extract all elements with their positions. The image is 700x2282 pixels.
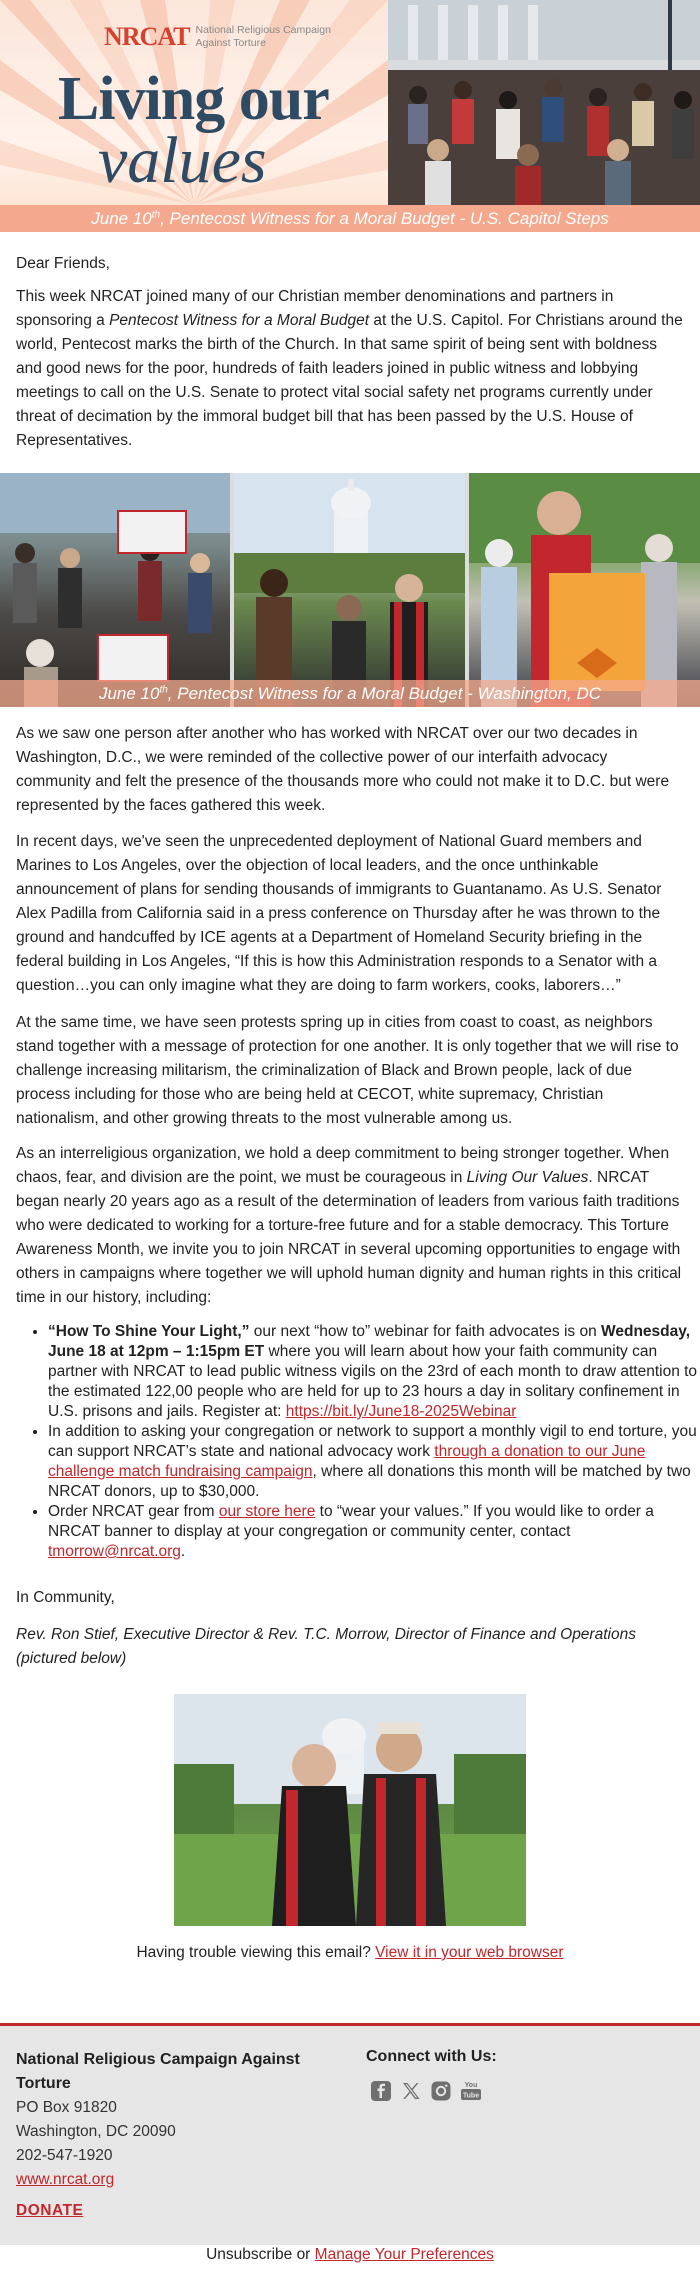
group-photo-capitol: [234, 473, 465, 707]
x-twitter-icon[interactable]: [400, 2080, 422, 2102]
contact-email-link[interactable]: tmorrow@nrcat.org: [48, 1543, 181, 1560]
header-banner: [0, 0, 700, 232]
footer: [0, 2023, 700, 2245]
connect-heading: Connect with Us:: [366, 2048, 497, 2065]
footer-website-link[interactable]: www.nrcat.org: [16, 2171, 115, 2188]
paragraph-recent-days: In recent days, we've seen the unprecedented deployment of National Guard members and Marines to Los Angeles, over the objection of local leaders, and the once unthinkable announcement of plans for sending thousands of immigrants to Guantanamo. As U.S. Senator Alex Padilla from California said in a press conference on Thursday after he was thrown to the ground and handcuffed by ICE agents at a Department of Homeland Security briefing in the federal building in Los Angeles, “If this is how this Administration responds to a Senator with a question…you can only imagine what they are doing to farm workers, cooks, laborers…”: [16, 833, 662, 994]
list-item-donation: • In addition to asking your congregation or network to support a monthly vigil to end torture, you can support NRCAT’s state and national advocacy work through a donation to our June challenge match fundraising campaign, where all donations this month will be matched by two NRCAT donors, up to $30,000.: [48, 1422, 700, 1502]
protest-photo-1: [0, 473, 230, 707]
signoff: In Community,: [16, 1589, 115, 1606]
webinar-registration-link[interactable]: https://bit.ly/June18-2025Webinar: [285, 1403, 517, 1420]
footer-phone: 202-547-1920: [16, 2147, 113, 2164]
facebook-icon[interactable]: [370, 2080, 392, 2102]
view-in-browser-link[interactable]: View it in your web browser: [375, 1944, 564, 1961]
footer-address-line1: PO Box 91820: [16, 2099, 117, 2116]
footer-address-line2: Washington, DC 20090: [16, 2123, 176, 2140]
paragraph-protests: At the same time, we have seen protests spring up in cities from coast to coast, as neighbors stand together with a message of protection for one another. It is only together that we will rise to challenge increasing militarism, the criminalization of Black and Brown people, lack of due process including for those who are being held at CECOT, white supremacy, Christian nationalism, and other growing threats to the most vulnerable among us.: [16, 1014, 679, 1127]
staff-photo-illustration: [174, 1694, 526, 1926]
youtube-label-top: You: [464, 2082, 478, 2089]
protest-photo-1-illustration: [0, 473, 230, 707]
logo-mark: NRCAT: [104, 22, 190, 51]
signature: Rev. Ron Stief, Executive Director & Rev. T.C. Morrow, Director of Finance and Operations (pictured below): [16, 1626, 636, 1667]
youtube-label-bottom: Tube: [462, 2092, 480, 2100]
manage-preferences-link[interactable]: Manage Your Preferences: [314, 2246, 494, 2263]
paragraph-two-decades: As we saw one person after another who has worked with NRCAT over our two decades in Washington, D.C., we were reminded of the collective power of our interfaith advocacy community and felt the presence of the thousands more who could not make it to D.C. but were represented by the faces gathered this week.: [16, 725, 670, 814]
logo-text: National Religious Campaign Against Torture: [195, 24, 331, 49]
photo-strip-caption: June 10th, Pentecost Witness for a Moral Budget - Washington, DC: [0, 680, 700, 707]
banner-title-area: [0, 0, 388, 205]
list-item-store: • Order NRCAT gear from our store here to “wear your values.” If you would like to order a NRCAT banner to display at your congregation or community center, contact tmorrow@nrcat.org.: [48, 1502, 700, 1562]
donate-link[interactable]: DONATE: [16, 2202, 84, 2219]
nrcat-logo: [104, 22, 336, 52]
greeting: Dear Friends,: [16, 255, 110, 272]
love-sign-illustration: [469, 473, 700, 707]
instagram-icon[interactable]: [430, 2080, 452, 2102]
banner-title-line1: Living our: [58, 65, 329, 133]
paragraph-intro: This week NRCAT joined many of our Christian member denominations and partners in sponsoring a Pentecost Witness for a Moral Budget at the U.S. Capitol. For Christians around the world, Pentecost marks the birth of the Church. In that same spirit of being sent with boldness and good news for the poor, hundreds of faith leaders joined in public witness and lobbying meetings to call on the U.S. Senate to protect vital social safety net programs currently under threat of decimation by the immoral budget bill that has been passed by the U.S. House of Representatives.: [16, 288, 683, 449]
paragraph-interreligious: As an interreligious organization, we hold a deep commitment to being stronger together. When chaos, fear, and division are the point, we must be courageous in Living Our Values. NRCAT began nearly 20 years ago as a result of the determination of leaders from various faith traditions who were dedicated to working for a torture-free future and for a stable democracy. This Torture Awareness Month, we invite you to join NRCAT in several upcoming opportunities to engage with others in campaigns where together we will uphold human dignity and human rights in this critical time in our history, including:: [16, 1145, 682, 1306]
list-item-webinar: • “How To Shine Your Light,” our next “how to” webinar for faith advocates is on Wednesday, June 18 at 12pm – 1:15pm ET where you will learn about how your faith community can partner with NRCAT to lead public witness vigils on the 23rd of each month to draw attention to the estimated 122,00 people who are held for up to 23 hours a day in solitary confinement in U.S. prisons and jails. Register at: https://bit.ly/June18-2025Webinar: [48, 1322, 700, 1422]
view-in-browser-line: Having trouble viewing this email? View it in your web browser: [136, 1944, 564, 1961]
footer-org-name: National Religious Campaign Against Torture: [16, 2051, 300, 2092]
banner-caption: June 10th, Pentecost Witness for a Moral Budget - U.S. Capitol Steps: [0, 205, 700, 232]
group-photo-illustration: [234, 473, 465, 707]
staff-photo: [174, 1694, 526, 1926]
store-link[interactable]: our store here: [218, 1503, 316, 1520]
social-icons: [370, 2080, 490, 2102]
donation-campaign-link[interactable]: through a donation to our June challenge match fundraising campaign: [48, 1443, 646, 1480]
opportunities-list: [28, 1322, 700, 1562]
capitol-steps-photo: [388, 0, 700, 205]
washington-photo-strip: [0, 473, 700, 707]
youtube-icon[interactable]: [460, 2080, 482, 2102]
unsubscribe-line: Unsubscribe or Manage Your Preferences: [206, 2246, 494, 2263]
banner-title-line2: values: [98, 124, 267, 197]
footer-address: [16, 2096, 176, 2192]
love-knows-no-borders-photo: [469, 473, 700, 707]
crowd-illustration: [388, 0, 700, 205]
